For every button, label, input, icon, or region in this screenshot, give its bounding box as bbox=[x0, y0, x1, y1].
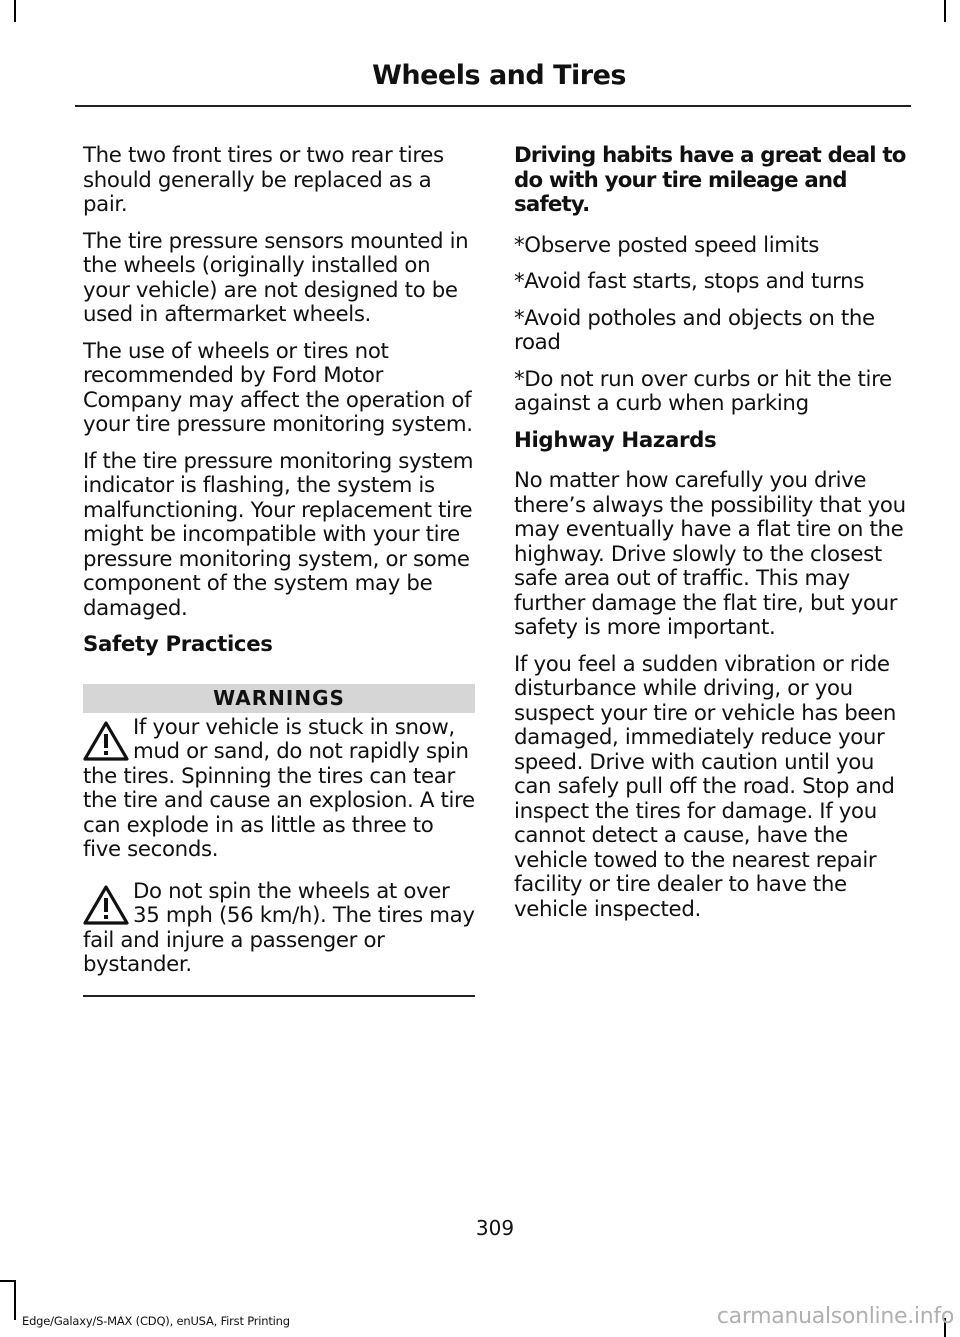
header-divider bbox=[75, 105, 911, 107]
section-heading-safety-practices: Safety Practices bbox=[83, 632, 273, 657]
left-column bbox=[83, 144, 475, 997]
tip-fast-starts: *Avoid fast starts, stops and turns bbox=[514, 269, 865, 294]
warning-text-stuck-vehicle: If your vehicle is stuck in snow, mud or sand, do not rapidly spin the tires. Spinning the tires can tear the tire and cause an explosion. A tire can explode in as little as three to five seconds. bbox=[83, 714, 475, 862]
warnings-header: WARNINGS bbox=[83, 684, 475, 713]
driving-habits-heading: Driving habits have a great deal to do with your tire mileage and safety. bbox=[514, 143, 906, 217]
paragraph-flat-tire: No matter how carefully you drive there’s always the possibility that you may eventually have a flat tire on the highway. Drive slowly to the closest safe area out of traffic. This may further damage the flat tire, but your safety is more important. bbox=[514, 468, 906, 640]
paragraph-vibration: If you feel a sudden vibration or ride disturbance while driving, or you suspect your tire or vehicle has been damaged, immediately reduce your speed. Drive with caution until you can safely pull off the road. Stop and inspect the tires for damage. If you cannot detect a cause, have the vehicle towed to the nearest repair facility or tire dealer to have the vehicle inspected. bbox=[514, 651, 897, 922]
watermark: carmanualsonline.info bbox=[716, 1304, 954, 1329]
section-heading-highway-hazards: Highway Hazards bbox=[514, 427, 717, 453]
paragraph-non-recommended-wheels: The use of wheels or tires not recommended by Ford Motor Company may affect the operation of your tire pressure monitoring system. bbox=[83, 338, 473, 437]
warning-triangle-icon bbox=[83, 884, 129, 926]
warning-item bbox=[83, 716, 475, 863]
page-number: 309 bbox=[475, 1216, 515, 1240]
page-title: Wheels and Tires bbox=[372, 60, 626, 91]
paragraph-replace-pairs: The two front tires or two rear tires should generally be replaced as a pair. bbox=[83, 143, 444, 217]
warning-text-spin-speed: Do not spin the wheels at over 35 mph (56 km/h). The tires may fail and injure a passenger or bystander. bbox=[83, 878, 475, 977]
warning-triangle-icon bbox=[83, 720, 129, 762]
warning-item bbox=[83, 880, 475, 978]
crop-mark-top-left bbox=[14, 0, 16, 22]
paragraph-pressure-sensors: The tire pressure sensors mounted in the wheels (originally installed on your vehicle) are not designed to be used in aftermarket wheels. bbox=[83, 228, 469, 327]
warnings-end-divider bbox=[83, 995, 475, 997]
tip-potholes: *Avoid potholes and objects on the road bbox=[514, 305, 875, 355]
paragraph-tpms-indicator: If the tire pressure monitoring system indicator is flashing, the system is malfunctioning. Your replacement tire might be incompatible with your tire pressure monitoring system, or some component of the system may be damaged. bbox=[83, 448, 474, 621]
right-column bbox=[514, 144, 908, 934]
crop-mark-bottom-left bbox=[14, 1280, 16, 1320]
crop-mark-bottom-left-h bbox=[0, 1280, 16, 1282]
footer-edition: Edge/Galaxy/S-MAX (CDQ), enUSA, First Printing bbox=[22, 1314, 290, 1328]
crop-mark-top-right bbox=[944, 0, 946, 22]
tip-curbs: *Do not run over curbs or hit the tire against a curb when parking bbox=[514, 366, 892, 416]
tip-speed-limits: *Observe posted speed limits bbox=[514, 232, 819, 258]
